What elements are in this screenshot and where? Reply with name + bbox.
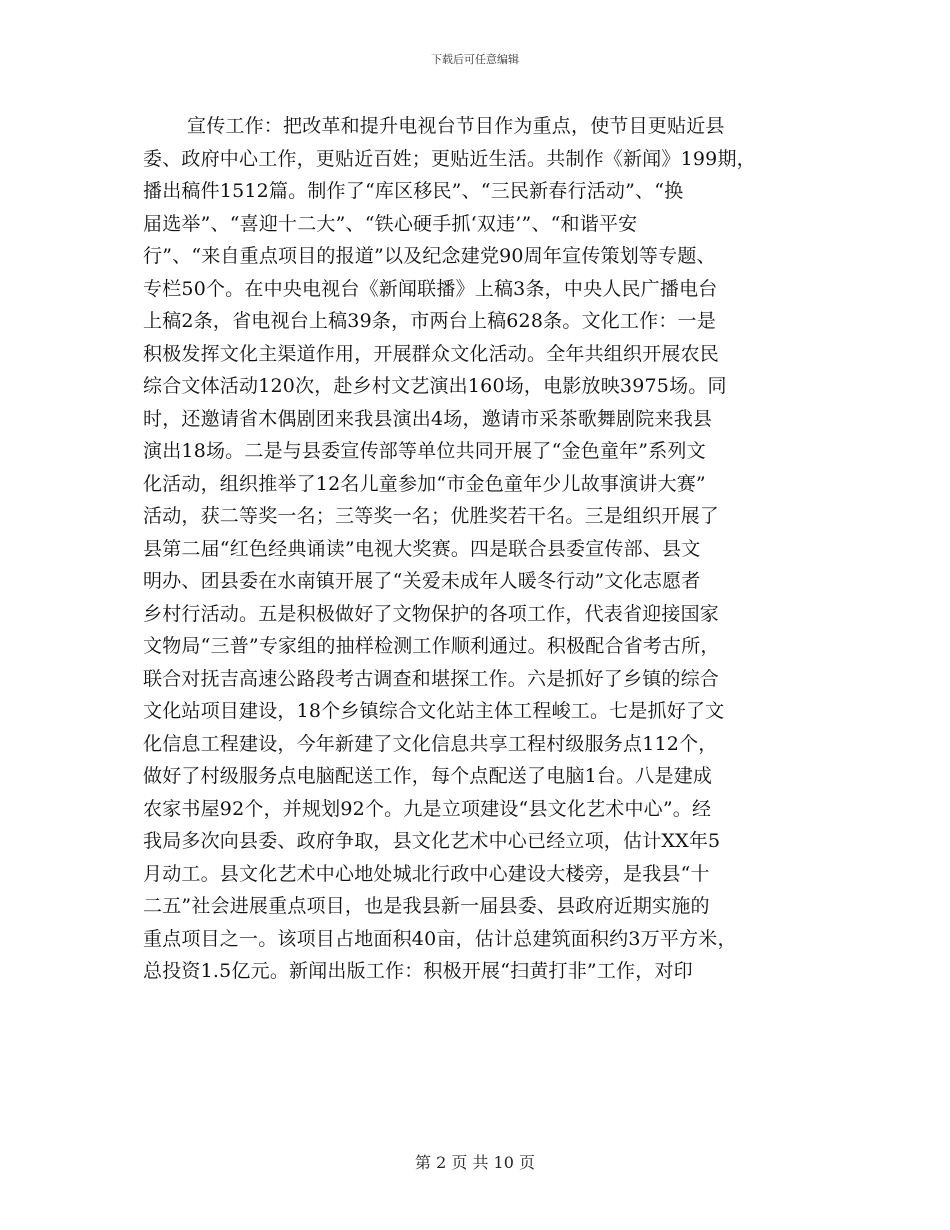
body-line: 做好了村级服务点电脑配送工作，每个点配送了电脑1台。八是建成 — [143, 765, 713, 787]
body-line: 上稿2条，省电视台上稿39条，市两台上稿628条。文化工作：一是 — [143, 310, 716, 332]
body-line: 活动，获二等奖一名；三等奖一名；优胜奖若干名。三是组织开展了 — [143, 505, 720, 527]
body-line: 化信息工程建设，今年新建了文化信息共享工程村级服务点112个， — [143, 732, 718, 755]
body-line: 二五”社会进展重点项目，也是我县新一届县委、县政府近期实施的 — [143, 895, 710, 917]
body-line: 重点项目之一。该项目占地面积40亩，估计总建筑面积约3万平方米， — [143, 927, 737, 950]
page-number: 第 2 页 共 10 页 — [415, 1153, 535, 1172]
body-line: 文物局“三普”专家组的抽样检测工作顺利通过。积极配合省考古所， — [143, 635, 720, 657]
body-line: 乡村行活动。五是积极做好了文物保护的各项工作，代表省迎接国家 — [143, 602, 720, 625]
body-line: 届选举”、“喜迎十二大”、“铁心硬手抓‘双违’”、“和谐平安 — [143, 212, 638, 235]
body-line: 农家书屋92个，并规划92个。九是立项建设“县文化艺术中心”。经 — [143, 797, 712, 820]
body-line: 宣传工作：把改革和提升电视台节目作为重点，使节目更贴近县 — [187, 115, 725, 137]
body-line: 委、政府中心工作，更贴近百姓；更贴近生活。共制作《新闻》199期， — [143, 147, 756, 170]
body-line: 综合文体活动120次，赴乡村文艺演出160场，电影放映3975场。同 — [143, 375, 727, 397]
body-line: 行”、“来自重点项目的报道”以及纪念建党90周年宣传策划等专题、 — [143, 245, 716, 267]
document-body — [143, 110, 808, 988]
body-line: 文化站项目建设，18个乡镇综合文化站主体工程峻工。七是抓好了文 — [143, 700, 725, 722]
body-line: 积极发挥文化主渠道作用，开展群众文化活动。全年共组织开展农民 — [143, 342, 720, 365]
page-header-note: 下载后可任意编辑 — [431, 53, 519, 66]
body-line: 时，还邀请省木偶剧团来我县演出4场，邀请市采茶歌舞剧院来我县 — [143, 407, 713, 430]
body-line: 月动工。县文化艺术中心地处城北行政中心建设大楼旁，是我县“十 — [143, 862, 710, 885]
body-line: 播出稿件1512篇。制作了“库区移民”、“三民新春行活动”、“换 — [143, 180, 684, 202]
body-line: 我局多次向县委、政府争取，县文化艺术中心已经立项，估计XX年5 — [143, 830, 721, 852]
body-line: 化活动，组织推举了12名儿童参加“市金色童年少儿故事演讲大赛” — [143, 472, 706, 495]
body-line: 专栏50个。在中央电视台《新闻联播》上稿3条，中央人民广播电台 — [143, 277, 718, 300]
body-line: 县第二届“红色经典诵读”电视大奖赛。四是联合县委宣传部、县文 — [143, 537, 701, 560]
body-line: 明办、团县委在水南镇开展了“关爱未成年人暖冬行动”文化志愿者 — [143, 570, 701, 592]
body-line: 总投资1.5亿元。新闻出版工作：积极开展“扫黄打非”工作，对印 — [143, 960, 693, 982]
body-line: 联合对抚吉高速公路段考古调查和堪探工作。六是抓好了乡镇的综合 — [143, 667, 720, 690]
body-line: 演出18场。二是与县委宣传部等单位共同开展了“金色童年”系列文 — [143, 440, 706, 462]
